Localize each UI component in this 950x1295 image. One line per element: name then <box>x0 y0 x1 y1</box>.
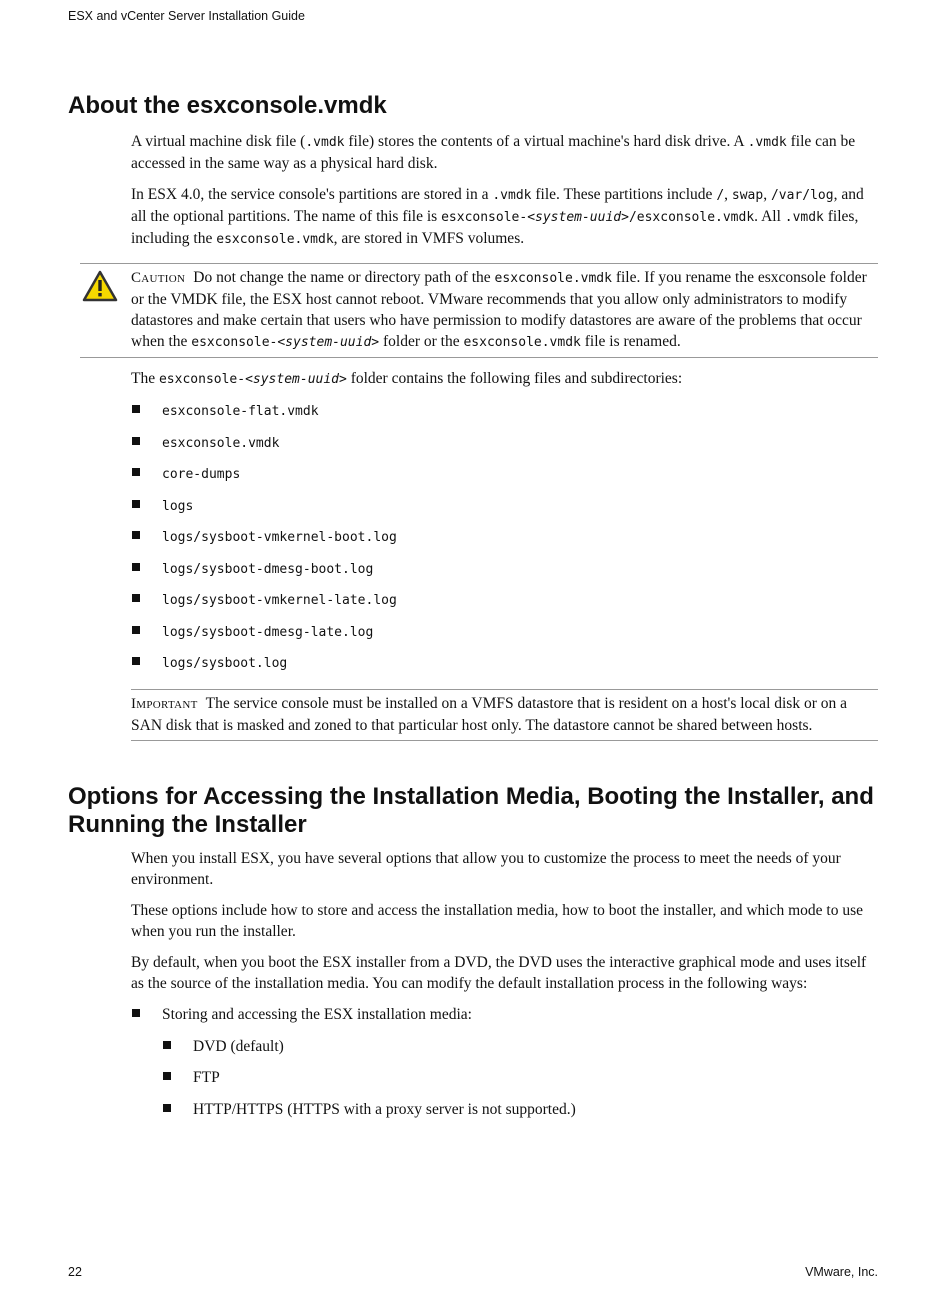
warning-triangle-icon <box>82 270 118 302</box>
paragraph-folder-contents: The esxconsole-<system-uuid> folder contains the following files and subdirectories: <box>131 370 683 387</box>
caution-label: Caution <box>131 270 186 286</box>
list-item: DVD (default) <box>162 1036 879 1068</box>
running-header: ESX and vCenter Server Installation Guide <box>68 9 305 23</box>
list-item: logs/sysboot-dmesg-late.log <box>131 621 879 653</box>
paragraph-partitions: In ESX 4.0, the service console's partitions are stored in a .vmdk file. These partitions include /, swap, /var/log, and all the optional partitions. The name of this file is esxconsole-<system-uuid>/esxconsole.vmdk. All .vmdk files, including the esxconsole.vmdk, are stored in VMFS volumes. <box>131 186 864 247</box>
paragraph-default-behavior: By default, when you boot the ESX installer from a DVD, the DVD uses the interactive graphical mode and uses itself as the source of the installation media. You can modify the default installation process in the following ways: <box>131 954 867 992</box>
footer-company: VMware, Inc. <box>805 1265 878 1279</box>
list-item: logs/sysboot-vmkernel-late.log <box>131 589 879 621</box>
list-item: logs/sysboot.log <box>131 652 879 684</box>
section-heading-options: Options for Accessing the Installation Media, Booting the Installer, and Running the Installer <box>68 783 874 838</box>
section2-body <box>131 848 879 1130</box>
paragraph-install-options: When you install ESX, you have several options that allow you to customize the process to meet the needs of your environment. <box>131 850 841 888</box>
list-item: Storing and accessing the ESX installation media: <box>131 1004 879 1036</box>
paragraph-options-include: These options include how to store and access the installation media, how to boot the installer, and which mode to use when you run the installer. <box>131 902 864 940</box>
page-number: 22 <box>68 1265 82 1279</box>
list-item: FTP <box>162 1067 879 1099</box>
media-sublist <box>162 1036 879 1131</box>
list-item: logs/sysboot-dmesg-boot.log <box>131 558 879 590</box>
important-note: Important The service console must be installed on a VMFS datastore that is resident on a host's local disk or on a SAN disk that is masked and zoned to that particular host only. The datastore cannot be shared between hosts. <box>131 689 878 741</box>
caution-note: Caution Do not change the name or directory path of the esxconsole.vmdk file. If you rename the esxconsole folder or the VMDK file, the ESX host cannot reboot. VMware recommends that you allow only administrators to modify datastores and make certain that users who have permission to modify datastores are aware of the problems that occur when the esxconsole-<system-uuid> folder or the esxconsole.vmdk file is renamed. <box>80 263 878 358</box>
file-list <box>131 400 879 684</box>
list-item: esxconsole.vmdk <box>131 432 879 464</box>
list-item: logs <box>131 495 879 527</box>
paragraph-vmdk-intro: A virtual machine disk file (.vmdk file) stores the contents of a virtual machine's hard disk drive. A .vmdk file can be accessed in the same way as a physical hard disk. <box>131 133 856 172</box>
important-label: Important <box>131 696 198 712</box>
list-item: esxconsole-flat.vmdk <box>131 400 879 432</box>
list-item: HTTP/HTTPS (HTTPS with a proxy server is not supported.) <box>162 1099 879 1131</box>
folder-contents-block <box>131 368 879 684</box>
section-heading-esxconsole: About the esxconsole.vmdk <box>68 92 387 119</box>
section1-body <box>131 131 879 250</box>
list-item: logs/sysboot-vmkernel-boot.log <box>131 526 879 558</box>
options-list <box>131 1004 879 1036</box>
list-item: core-dumps <box>131 463 879 495</box>
